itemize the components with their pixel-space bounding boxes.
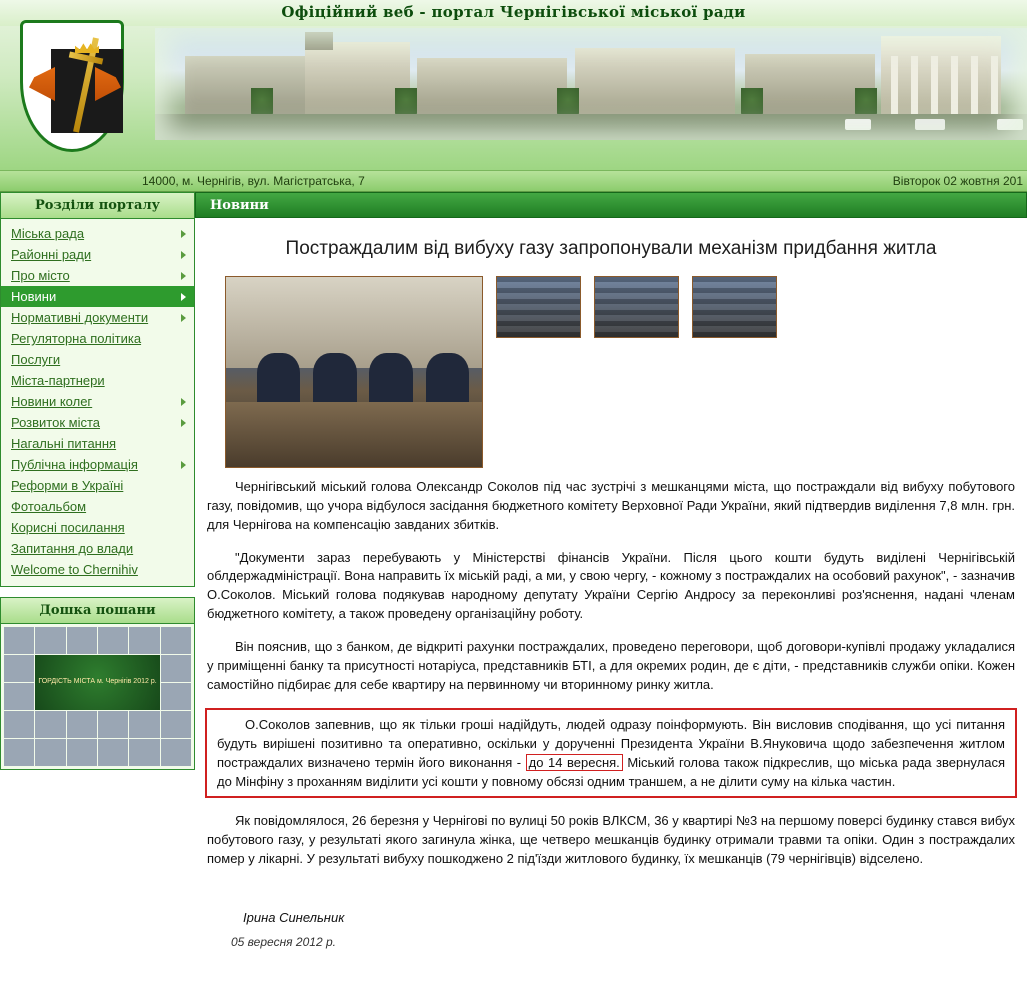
chevron-right-icon [181,461,186,469]
sidebar-item-novyny[interactable] [1,286,194,307]
article-paragraph-3: Він пояснив, що з банком, де відкриті рахунки постраждалих, проведено переговори, щоб договори-купівлі продажу укладалися у приміщенні банку та присутності нотаріуса, представників БТІ, а для окремих родин, де є діти, - представників служби опіки. Кожен самостійно підбирає для себе квартиру на первинному чи вторинному ринку житла. [207,638,1015,692]
highlighted-text-after: Міський голова також підкреслив, що міська рада звернулася до Мінфіну з проханням виділити усі кошти у повному обсязі одним траншем, а не ділити суму на кілька частин. [217,755,1005,789]
article-date: 05 вересня 2012 р. [231,935,336,950]
sidebar-link[interactable]: Фотоальбом [11,499,87,514]
sidebar-item-miska-rada[interactable] [1,223,194,244]
honor-photo[interactable] [35,711,65,738]
honor-photo[interactable] [161,711,191,738]
sidebar-item-normatyvni-dokumenty[interactable] [1,307,194,328]
highlighted-text-before: О.Соколов запевнив, що як тільки гроші надійдуть, людей одразу поінформують. Він висловив сподівання, що усі питання будуть вирішені позитивно та оперативно, оскільки у дорученні Президента України В.Януковича щодо забезпечення житлом постраждалих визначено термін його виконання - [217,717,1005,771]
honor-photo[interactable] [129,711,159,738]
sidebar [0,192,195,780]
chevron-right-icon [181,398,186,406]
honor-board-grid[interactable] [1,624,194,769]
sidebar-item-korysni-posylannya[interactable] [1,517,194,538]
sidebar-link[interactable]: Новини [11,289,57,304]
article-paragraph-2: "Документи зараз перебувають у Міністерстві фінансів України. Після цього кошти будуть виділені Чернігівській облдержадміністрації. Вона направить їх міській раді, а ми, у свою чергу, - кожному з постраждалих на особовий рахунок", - зазначив О.Соколов. Міський голова подякував народному депутату України Сергію Андросу за переконливі роз'яснення, надані членам бюджетного комітету, а також проведену організаційну роботу. [207,549,1015,622]
honor-board-title: Дошка пошани [1,598,194,624]
honor-photo[interactable] [161,655,191,682]
page-title: Постраждалим від вибуху газу запропонували механізм придбання житла [285,238,937,259]
highlighted-paragraph [211,716,1011,791]
sidebar-link[interactable]: Міста-партнери [11,373,105,388]
honor-photo[interactable] [67,711,97,738]
honor-board-center-label: ГОРДІСТЬ МІСТА м. Чернігів 2012 р. [35,655,159,710]
sidebar-link[interactable]: Послуги [11,352,61,367]
section-label: Новини [210,197,269,213]
sidebar-link[interactable]: Регуляторна політика [11,331,142,346]
thumbnail-photo-3[interactable] [692,276,777,338]
sidebar-link[interactable]: Welcome to Chernihiv [11,562,138,577]
current-date: Вівторок 02 жовтня 201 [892,174,1023,188]
sidebar-item-regulyatorna-polityka[interactable] [1,328,194,349]
article-paragraph-last: Як повідомлялося, 26 березня у Чернігові по вулиці 50 років ВЛКСМ, 36 у квартирі №3 на першому поверсі будинку стався вибух побутового газу, у результаті якого загинула жінка, ще четверо мешканців будинку отримали травми та опіки. Один з постраждалих помер у лікарні. У результаті вибуху пошкоджено 2 під'їзди житлового будинку, їх мешканців (79 чернігівців) відселено. [207,812,1015,866]
page-body [0,192,1027,959]
main-content [195,192,1027,959]
chevron-right-icon [181,419,186,427]
honor-photo[interactable] [35,627,65,654]
thumbnail-photo-1[interactable] [496,276,581,338]
sidebar-link[interactable]: Нормативні документи [11,310,149,325]
sidebar-item-nagalni-pytannya[interactable] [1,433,194,454]
honor-photo[interactable] [67,739,97,766]
sidebar-link[interactable]: Про місто [11,268,70,283]
city-panorama-banner [155,28,1027,140]
sidebar-menu [1,219,194,586]
highlighted-block [205,708,1017,797]
honor-board-panel [0,597,195,770]
honor-photo[interactable] [161,739,191,766]
sections-panel-title: Розділи порталу [1,193,194,219]
sidebar-item-rozvytok-mista[interactable] [1,412,194,433]
honor-photo[interactable] [4,739,34,766]
main-photo[interactable] [225,276,483,468]
sidebar-item-zapytannya-do-vlady[interactable] [1,538,194,559]
sidebar-link[interactable]: Районні ради [11,247,92,262]
address-text: 14000, м. Чернігів, вул. Магістратська, 7 [142,174,365,188]
honor-photo[interactable] [98,627,128,654]
sidebar-link[interactable]: Публічна інформація [11,457,138,472]
article-paragraph-1: Чернігівський міський голова Олександр Соколов під час зустрічі з мешканцями міста, що постраждали від вибуху побутового газу, повідомив, що учора відбулося засідання бюджетного комітету Верховної Ради України, який підтвердив виділення 7,8 млн. грн. для Чернігова на компенсацію завданих збитків. [207,479,1015,532]
sidebar-link[interactable]: Реформи в Україні [11,478,124,493]
chevron-right-icon [181,230,186,238]
thumbnail-photo-2[interactable] [594,276,679,338]
sidebar-item-raionni-rady[interactable] [1,244,194,265]
sidebar-item-publichna-informatsiya[interactable] [1,454,194,475]
sidebar-link[interactable]: Нагальні питання [11,436,117,451]
sidebar-item-mista-partnery[interactable] [1,370,194,391]
honor-photo[interactable] [67,627,97,654]
chevron-right-icon [181,272,186,280]
sidebar-item-reformy-v-ukraini[interactable] [1,475,194,496]
honor-photo[interactable] [98,711,128,738]
sidebar-item-poslugy[interactable] [1,349,194,370]
address-bar [0,170,1027,192]
honor-photo[interactable] [161,627,191,654]
city-coat-of-arms-icon [8,16,136,162]
photo-gallery [225,276,1021,468]
honor-photo[interactable] [4,655,34,682]
sidebar-item-novyny-koleg[interactable] [1,391,194,412]
honor-photo[interactable] [129,739,159,766]
sidebar-item-welcome-to-chernihiv[interactable] [1,559,194,580]
honor-photo[interactable] [4,627,34,654]
honor-photo[interactable] [98,739,128,766]
honor-photo[interactable] [4,711,34,738]
sidebar-link[interactable]: Запитання до влади [11,541,134,556]
site-header [0,0,1027,170]
honor-photo[interactable] [161,683,191,710]
chevron-right-icon [181,293,186,301]
sidebar-link[interactable]: Розвиток міста [11,415,101,430]
chevron-right-icon [181,314,186,322]
news-article [195,218,1027,959]
sidebar-item-fotoalbom[interactable] [1,496,194,517]
sections-panel [0,192,195,587]
article-author: Ірина Синельник [243,910,345,926]
honor-photo[interactable] [129,627,159,654]
site-title-band [0,0,1027,26]
honor-photo[interactable] [4,683,34,710]
sidebar-link[interactable]: Новини колег [11,394,93,409]
honor-photo[interactable] [35,739,65,766]
chevron-right-icon [181,251,186,259]
site-title: Офіційний веб - портал Чернігівської міської ради [281,3,746,21]
sidebar-link[interactable]: Міська рада [11,226,85,241]
section-header [195,192,1027,218]
sidebar-item-pro-misto[interactable] [1,265,194,286]
sidebar-link[interactable]: Корисні посилання [11,520,125,535]
highlighted-deadline: до 14 вересня. [526,754,623,771]
